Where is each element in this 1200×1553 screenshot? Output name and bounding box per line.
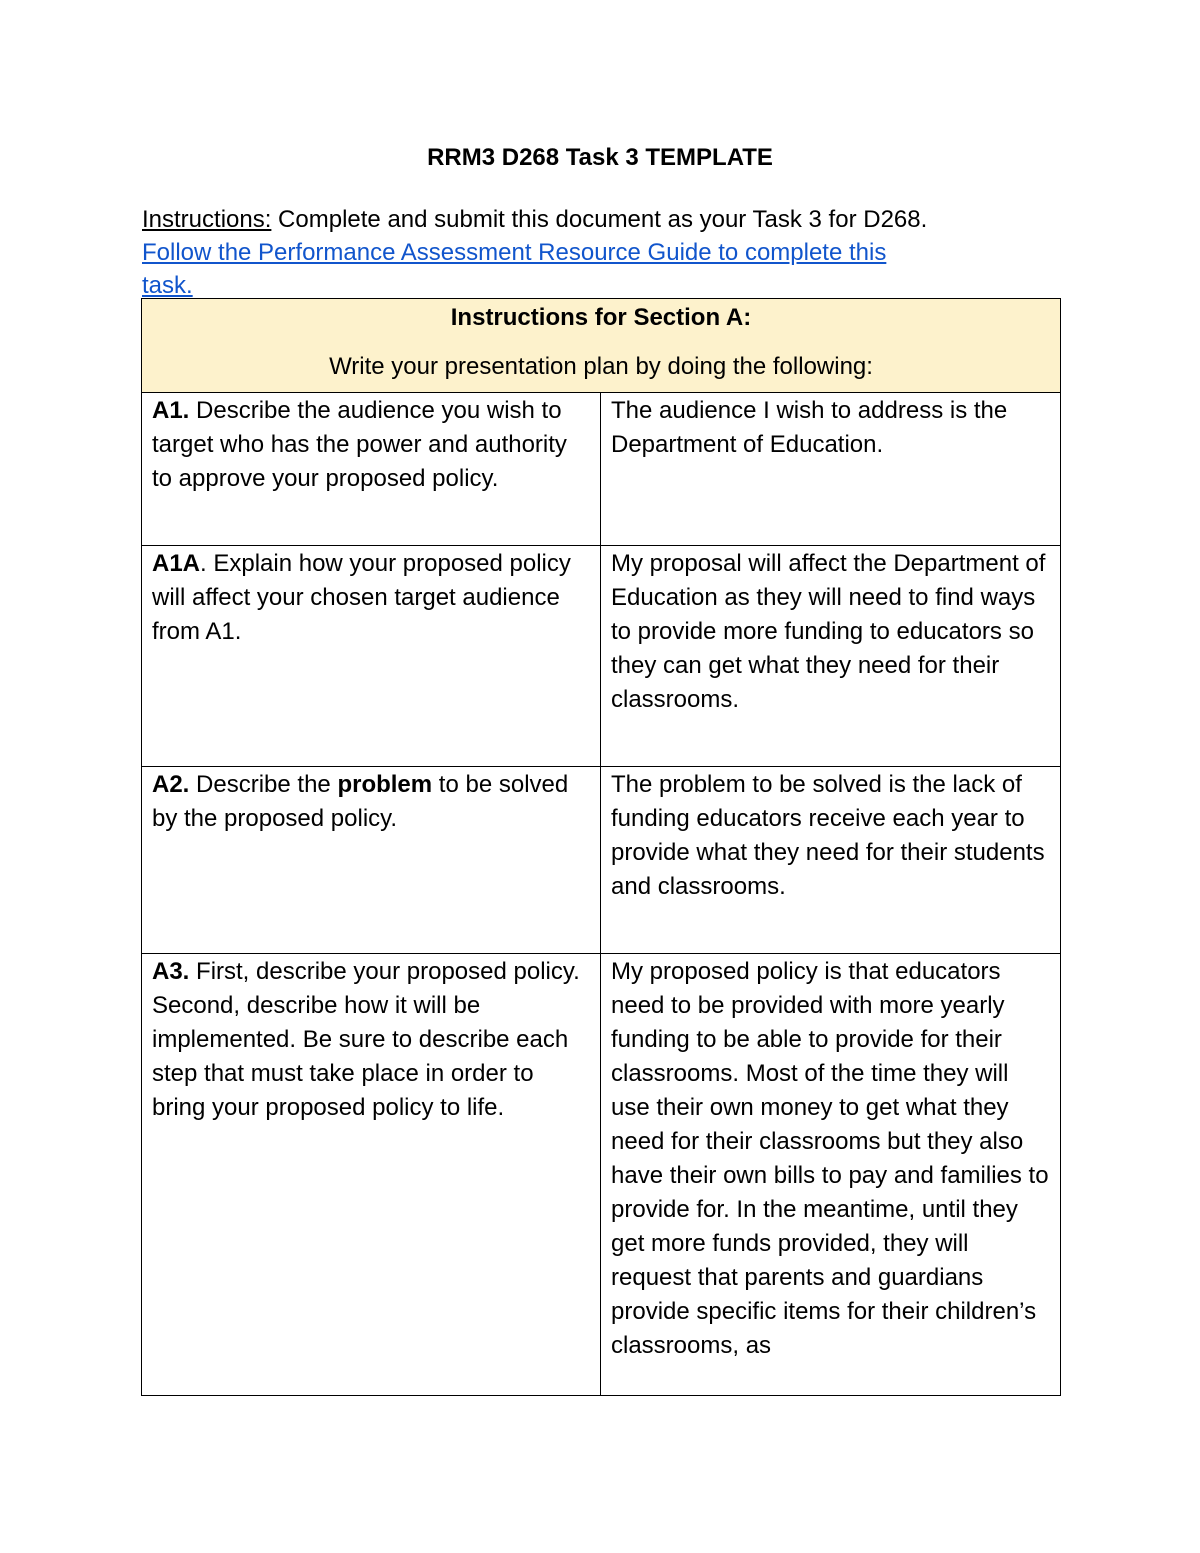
prompt-label: A2. [152,771,190,798]
section-a-table [141,298,1061,1396]
prompt-cell [142,393,601,546]
resource-guide-link-line1[interactable]: Follow the Performance Assessment Resource Guide to complete this [142,239,887,266]
response-cell[interactable] [601,767,1061,954]
response-text: The audience I wish to address is the Department of Education. [611,397,1008,458]
response-cell[interactable] [601,954,1061,1396]
response-text: My proposal will affect the Department of Education as they will need to find ways to provide more funding to educators so they can get what they need for their classrooms. [611,550,1046,713]
table-header-row [142,299,1061,393]
table-row [142,767,1061,954]
prompt-label: A1. [152,397,190,424]
prompt-text: . Explain how your proposed policy will affect your chosen target audience from A1. [152,550,571,645]
instructions-paragraph [142,203,1042,302]
prompt-label: A1A [152,550,201,577]
instructions-label: Instructions: [142,206,272,233]
response-cell[interactable] [601,546,1061,767]
response-text: The problem to be solved is the lack of funding educators receive each year to provide what they need for their students and classrooms. [611,771,1045,900]
prompt-label: A3. [152,958,190,985]
prompt-cell [142,954,601,1396]
section-a-heading: Instructions for Section A: [450,304,752,331]
instructions-text: Complete and submit this document as your Task 3 for D268. [271,206,928,233]
prompt-text: First, describe your proposed policy. Second, describe how it will be implemented. Be sure to describe each step that must take place in order to bring your proposed policy to life. [152,958,580,1121]
prompt-text-after: to be solved by the proposed policy. [152,771,569,832]
table-row [142,393,1061,546]
response-text: My proposed policy is that educators need to be provided with more yearly funding to be able to provide for their classrooms. Most of the time they will use their own money to get what they need for their classrooms but they also have their own bills to pay and families to provide for. In the meantime, until they get more funds provided, they will request that parents and guardians provide specific items for their children’s classrooms, as [611,958,1049,1359]
prompt-text-before: Describe the [189,771,338,798]
prompt-text: Describe the audience you wish to target who has the power and authority to approve your proposed policy. [152,397,567,492]
table-row [142,954,1061,1396]
page-title: RRM3 D268 Task 3 TEMPLATE [427,144,773,171]
prompt-bold-word: problem [337,771,433,798]
table-row [142,546,1061,767]
section-a-subheading: Write your presentation plan by doing the following: [329,353,873,380]
prompt-cell [142,767,601,954]
prompt-cell [142,546,601,767]
response-cell[interactable] [601,393,1061,546]
resource-guide-link-line2[interactable]: task. [142,272,193,299]
section-a-header-cell [142,299,1061,393]
resource-guide-link[interactable] [142,239,886,299]
